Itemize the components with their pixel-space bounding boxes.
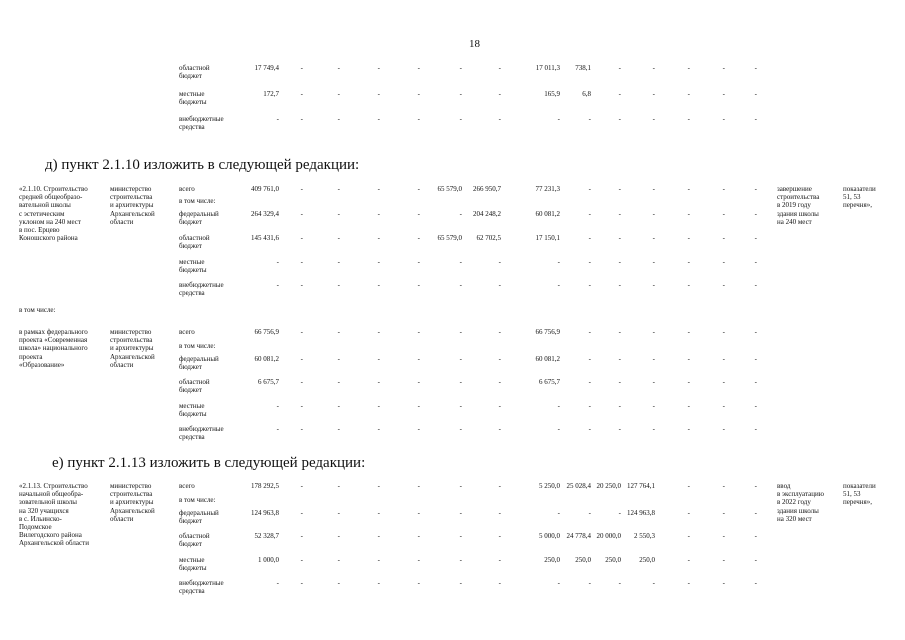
row-value: -: [722, 328, 725, 336]
row-value: -: [337, 234, 340, 242]
row-value: -: [377, 234, 380, 242]
row-value: -: [618, 509, 621, 517]
row-value: -: [377, 210, 380, 218]
row-value: -: [459, 328, 462, 336]
row-value: 25 028,4: [566, 482, 591, 490]
row-value: -: [754, 355, 757, 363]
row-value: -: [300, 234, 303, 242]
row-value: -: [337, 482, 340, 490]
row-value: -: [337, 64, 340, 72]
row-label: местные бюджеты: [179, 402, 207, 419]
section-e-executor: министерство строительства и архитектуры Архангельской области: [110, 482, 155, 523]
row-label: федеральный бюджет: [179, 355, 219, 372]
row-value: -: [588, 328, 591, 336]
row-value: -: [300, 115, 303, 123]
row-value: -: [377, 90, 380, 98]
row-value: -: [498, 532, 501, 540]
row-value: -: [754, 532, 757, 540]
row-value: -: [588, 509, 591, 517]
row-value: -: [652, 115, 655, 123]
row-value: -: [754, 402, 757, 410]
row-value: -: [588, 258, 591, 266]
row-value: 250,0: [575, 556, 591, 564]
row-value: 60 081,2: [254, 355, 279, 363]
row-value: -: [498, 115, 501, 123]
row-value: -: [722, 579, 725, 587]
page-number: 18: [469, 38, 480, 50]
row-value: -: [459, 402, 462, 410]
row-value: -: [722, 482, 725, 490]
in-that-number-label: в том числе:: [19, 306, 56, 314]
row-value: -: [337, 579, 340, 587]
row-value: -: [754, 378, 757, 386]
row-value: -: [722, 258, 725, 266]
row-value: -: [588, 579, 591, 587]
row-value: -: [377, 64, 380, 72]
row-value: -: [652, 258, 655, 266]
row-value: -: [276, 402, 279, 410]
row-value: -: [300, 378, 303, 386]
row-value: -: [459, 210, 462, 218]
row-value: -: [300, 64, 303, 72]
section-e-indicators: показатели 51, 53 перечня»,: [843, 482, 876, 507]
row-value: -: [498, 64, 501, 72]
row-value: -: [337, 509, 340, 517]
row-value: -: [687, 579, 690, 587]
row-value: 60 081,2: [535, 210, 560, 218]
row-value: -: [276, 425, 279, 433]
row-value: 6 675,7: [258, 378, 279, 386]
row-value: 266 950,7: [473, 185, 501, 193]
row-value: -: [300, 579, 303, 587]
row-value: -: [337, 378, 340, 386]
row-value: 17 749,4: [254, 64, 279, 72]
row-value: -: [337, 402, 340, 410]
row-value: -: [417, 64, 420, 72]
row-value: -: [417, 378, 420, 386]
row-value: -: [754, 64, 757, 72]
row-label: федеральный бюджет: [179, 509, 219, 526]
row-value: -: [722, 185, 725, 193]
row-value: -: [377, 328, 380, 336]
row-value: -: [337, 425, 340, 433]
row-value: -: [498, 402, 501, 410]
row-label: областной бюджет: [179, 532, 210, 549]
row-value: -: [417, 482, 420, 490]
row-value: -: [557, 425, 560, 433]
row-value: -: [557, 281, 560, 289]
row-value: -: [754, 210, 757, 218]
row-value: -: [754, 90, 757, 98]
row-value: -: [652, 378, 655, 386]
row-value: -: [337, 328, 340, 336]
row-label: областной бюджет: [179, 234, 210, 251]
row-value: -: [722, 532, 725, 540]
heading-e: е) пункт 2.1.13 изложить в следующей редакции:: [52, 455, 366, 471]
row-value: -: [300, 281, 303, 289]
row-value: -: [300, 402, 303, 410]
row-value: -: [652, 64, 655, 72]
row-label: областной бюджет: [179, 64, 210, 81]
row-label: областной бюджет: [179, 378, 210, 395]
row-value: -: [754, 579, 757, 587]
row-value: -: [417, 355, 420, 363]
row-value: -: [722, 64, 725, 72]
row-value: -: [459, 90, 462, 98]
row-value: -: [687, 185, 690, 193]
row-value: -: [377, 115, 380, 123]
row-value: -: [417, 210, 420, 218]
row-value: -: [557, 402, 560, 410]
row-value: -: [276, 258, 279, 266]
row-value: -: [754, 234, 757, 242]
row-value: -: [722, 210, 725, 218]
row-value: -: [652, 210, 655, 218]
row-value: 124 963,8: [627, 509, 655, 517]
row-value: -: [722, 425, 725, 433]
row-value: -: [618, 64, 621, 72]
row-value: -: [300, 185, 303, 193]
row-value: -: [557, 258, 560, 266]
row-value: -: [618, 281, 621, 289]
row-value: -: [498, 509, 501, 517]
row-value: -: [722, 402, 725, 410]
row-value: 66 756,9: [254, 328, 279, 336]
row-value: -: [377, 579, 380, 587]
row-value: -: [417, 281, 420, 289]
row-value: -: [498, 378, 501, 386]
row-value: -: [754, 258, 757, 266]
row-value: -: [377, 425, 380, 433]
row-value: -: [337, 532, 340, 540]
row-value: -: [498, 556, 501, 564]
row-value: -: [557, 115, 560, 123]
section-d-name: «2.1.10. Строительство средней общеобразо- вательной школы с эстетическим уклоном на 240 мест в пос. Ерцево Коношского района: [19, 185, 88, 243]
row-value: -: [498, 355, 501, 363]
row-value: -: [687, 234, 690, 242]
row-value: 250,0: [544, 556, 560, 564]
row-value: -: [337, 556, 340, 564]
row-value: 250,0: [639, 556, 655, 564]
row-label: всего: [179, 185, 195, 193]
row-value: -: [300, 509, 303, 517]
row-value: -: [300, 210, 303, 218]
section-d2-executor: министерство строительства и архитектуры Архангельской области: [110, 328, 155, 369]
row-value: -: [687, 281, 690, 289]
row-label: всего: [179, 482, 195, 490]
row-value: -: [300, 355, 303, 363]
row-value: -: [498, 425, 501, 433]
row-value: 5 250,0: [539, 482, 560, 490]
row-value: 20 250,0: [596, 482, 621, 490]
row-value: -: [377, 402, 380, 410]
row-value: -: [754, 185, 757, 193]
row-value: -: [498, 90, 501, 98]
row-value: -: [618, 185, 621, 193]
row-value: -: [618, 210, 621, 218]
row-value: 6 675,7: [539, 378, 560, 386]
row-value: -: [652, 281, 655, 289]
row-value: -: [687, 532, 690, 540]
row-value: -: [459, 378, 462, 386]
row-value: 250,0: [605, 556, 621, 564]
row-value: -: [377, 378, 380, 386]
row-value: -: [276, 115, 279, 123]
row-value: -: [722, 509, 725, 517]
row-value: 77 231,3: [535, 185, 560, 193]
row-value: -: [687, 210, 690, 218]
row-value: -: [687, 556, 690, 564]
row-value: 66 756,9: [535, 328, 560, 336]
row-value: 5 000,0: [539, 532, 560, 540]
row-value: -: [722, 234, 725, 242]
row-value: 17 150,1: [535, 234, 560, 242]
row-value: 24 778,4: [566, 532, 591, 540]
row-value: 124 963,8: [251, 509, 279, 517]
row-value: 6,8: [582, 90, 591, 98]
row-value: -: [588, 281, 591, 289]
row-value: -: [337, 355, 340, 363]
section-d2-name: в рамках федерального проекта «Современная школа» национального проекта «Образование»: [19, 328, 88, 369]
section-d-result: завершение строительства в 2019 году здания школы на 240 мест: [777, 185, 820, 226]
row-value: -: [618, 115, 621, 123]
row-value: -: [722, 90, 725, 98]
row-value: -: [618, 258, 621, 266]
row-value: -: [498, 328, 501, 336]
row-value: 65 579,0: [437, 234, 462, 242]
row-value: -: [417, 532, 420, 540]
row-value: -: [687, 328, 690, 336]
row-value: -: [588, 378, 591, 386]
row-value: -: [588, 355, 591, 363]
row-value: -: [754, 556, 757, 564]
row-value: -: [618, 402, 621, 410]
row-value: -: [754, 281, 757, 289]
row-value: -: [337, 210, 340, 218]
row-value: -: [687, 90, 690, 98]
row-value: -: [687, 425, 690, 433]
row-value: 20 000,0: [596, 532, 621, 540]
row-value: -: [377, 355, 380, 363]
row-value: -: [417, 579, 420, 587]
row-value: -: [652, 402, 655, 410]
row-value: -: [618, 355, 621, 363]
row-label: внебюджетные средства: [179, 115, 224, 132]
section-e-name: «2.1.13. Строительство начальной общеобра- зовательной школы на 320 учащихся в с. Ильинско- Подомское Вилегодского района Архангельской области: [19, 482, 89, 548]
row-value: -: [300, 425, 303, 433]
row-value: 2 550,3: [634, 532, 655, 540]
row-value: -: [687, 402, 690, 410]
row-value: -: [417, 234, 420, 242]
row-value: -: [722, 281, 725, 289]
row-value: -: [687, 509, 690, 517]
row-value: -: [588, 210, 591, 218]
row-label: федеральный бюджет: [179, 210, 219, 227]
row-value: 172,7: [263, 90, 279, 98]
row-value: -: [652, 425, 655, 433]
row-value: -: [722, 556, 725, 564]
row-label: в том числе:: [179, 496, 216, 504]
row-value: -: [377, 281, 380, 289]
row-value: -: [618, 579, 621, 587]
row-value: 65 579,0: [437, 185, 462, 193]
row-value: -: [754, 509, 757, 517]
row-value: -: [377, 556, 380, 564]
row-value: -: [754, 328, 757, 336]
row-value: -: [459, 532, 462, 540]
row-value: -: [417, 402, 420, 410]
row-value: -: [417, 425, 420, 433]
row-value: -: [417, 556, 420, 564]
row-value: -: [588, 425, 591, 433]
row-value: 204 248,2: [473, 210, 501, 218]
row-value: -: [754, 425, 757, 433]
row-value: 264 329,4: [251, 210, 279, 218]
row-value: -: [588, 402, 591, 410]
row-value: -: [459, 425, 462, 433]
row-value: 52 328,7: [254, 532, 279, 540]
row-value: -: [652, 355, 655, 363]
row-label: местные бюджеты: [179, 258, 207, 275]
heading-d: д) пункт 2.1.10 изложить в следующей редакции:: [45, 157, 360, 173]
section-e-result: ввод в эксплуатацию в 2022 году здания школы на 320 мест: [777, 482, 824, 523]
row-value: -: [459, 281, 462, 289]
row-value: -: [459, 64, 462, 72]
row-value: 60 081,2: [535, 355, 560, 363]
row-value: -: [377, 532, 380, 540]
section-d-indicators: показатели 51, 53 перечня»,: [843, 185, 876, 210]
row-value: -: [459, 579, 462, 587]
row-value: -: [588, 185, 591, 193]
row-value: -: [618, 328, 621, 336]
row-value: 62 702,5: [476, 234, 501, 242]
row-value: -: [652, 234, 655, 242]
row-value: -: [337, 185, 340, 193]
row-value: -: [377, 482, 380, 490]
row-value: -: [300, 532, 303, 540]
row-value: -: [687, 64, 690, 72]
row-value: -: [754, 482, 757, 490]
row-value: -: [498, 281, 501, 289]
row-value: -: [276, 579, 279, 587]
row-value: -: [722, 355, 725, 363]
row-value: -: [459, 509, 462, 517]
row-value: -: [652, 328, 655, 336]
row-value: -: [618, 425, 621, 433]
row-label: внебюджетные средства: [179, 281, 224, 298]
row-value: -: [754, 115, 757, 123]
row-value: -: [687, 115, 690, 123]
row-value: -: [652, 90, 655, 98]
row-value: -: [588, 115, 591, 123]
row-value: 738,1: [575, 64, 591, 72]
row-value: -: [459, 355, 462, 363]
row-value: -: [337, 115, 340, 123]
row-value: 165,9: [544, 90, 560, 98]
row-value: -: [687, 258, 690, 266]
row-value: -: [722, 378, 725, 386]
row-value: -: [618, 90, 621, 98]
row-value: -: [300, 328, 303, 336]
row-value: -: [300, 482, 303, 490]
row-value: -: [652, 579, 655, 587]
row-value: -: [417, 90, 420, 98]
row-label: местные бюджеты: [179, 90, 207, 107]
row-value: 178 292,5: [251, 482, 279, 490]
row-label: внебюджетные средства: [179, 579, 224, 596]
row-value: 409 761,0: [251, 185, 279, 193]
row-value: -: [300, 258, 303, 266]
row-value: -: [557, 579, 560, 587]
row-value: -: [377, 185, 380, 193]
row-value: 145 431,6: [251, 234, 279, 242]
row-value: -: [337, 258, 340, 266]
row-value: -: [498, 579, 501, 587]
row-value: -: [687, 482, 690, 490]
row-value: -: [300, 556, 303, 564]
row-value: -: [276, 281, 279, 289]
section-d-executor: министерство строительства и архитектуры Архангельской области: [110, 185, 155, 226]
row-value: -: [498, 258, 501, 266]
row-value: -: [337, 90, 340, 98]
row-value: -: [417, 185, 420, 193]
row-value: -: [300, 90, 303, 98]
row-value: 127 764,1: [627, 482, 655, 490]
row-value: -: [618, 234, 621, 242]
row-value: -: [687, 355, 690, 363]
row-label: местные бюджеты: [179, 556, 207, 573]
row-label: в том числе:: [179, 197, 216, 205]
row-label: в том числе:: [179, 342, 216, 350]
row-value: -: [618, 378, 621, 386]
row-value: -: [557, 509, 560, 517]
row-value: -: [337, 281, 340, 289]
row-value: -: [417, 115, 420, 123]
row-value: -: [459, 258, 462, 266]
row-value: -: [687, 378, 690, 386]
row-value: -: [377, 258, 380, 266]
row-value: 1 000,0: [258, 556, 279, 564]
row-value: -: [417, 509, 420, 517]
row-value: -: [459, 556, 462, 564]
row-value: -: [459, 482, 462, 490]
row-value: -: [722, 115, 725, 123]
row-label: внебюджетные средства: [179, 425, 224, 442]
row-value: -: [652, 185, 655, 193]
row-value: -: [417, 328, 420, 336]
row-value: 17 011,3: [535, 64, 560, 72]
row-label: всего: [179, 328, 195, 336]
row-value: -: [417, 258, 420, 266]
row-value: -: [459, 115, 462, 123]
row-value: -: [377, 509, 380, 517]
row-value: -: [498, 482, 501, 490]
row-value: -: [588, 234, 591, 242]
